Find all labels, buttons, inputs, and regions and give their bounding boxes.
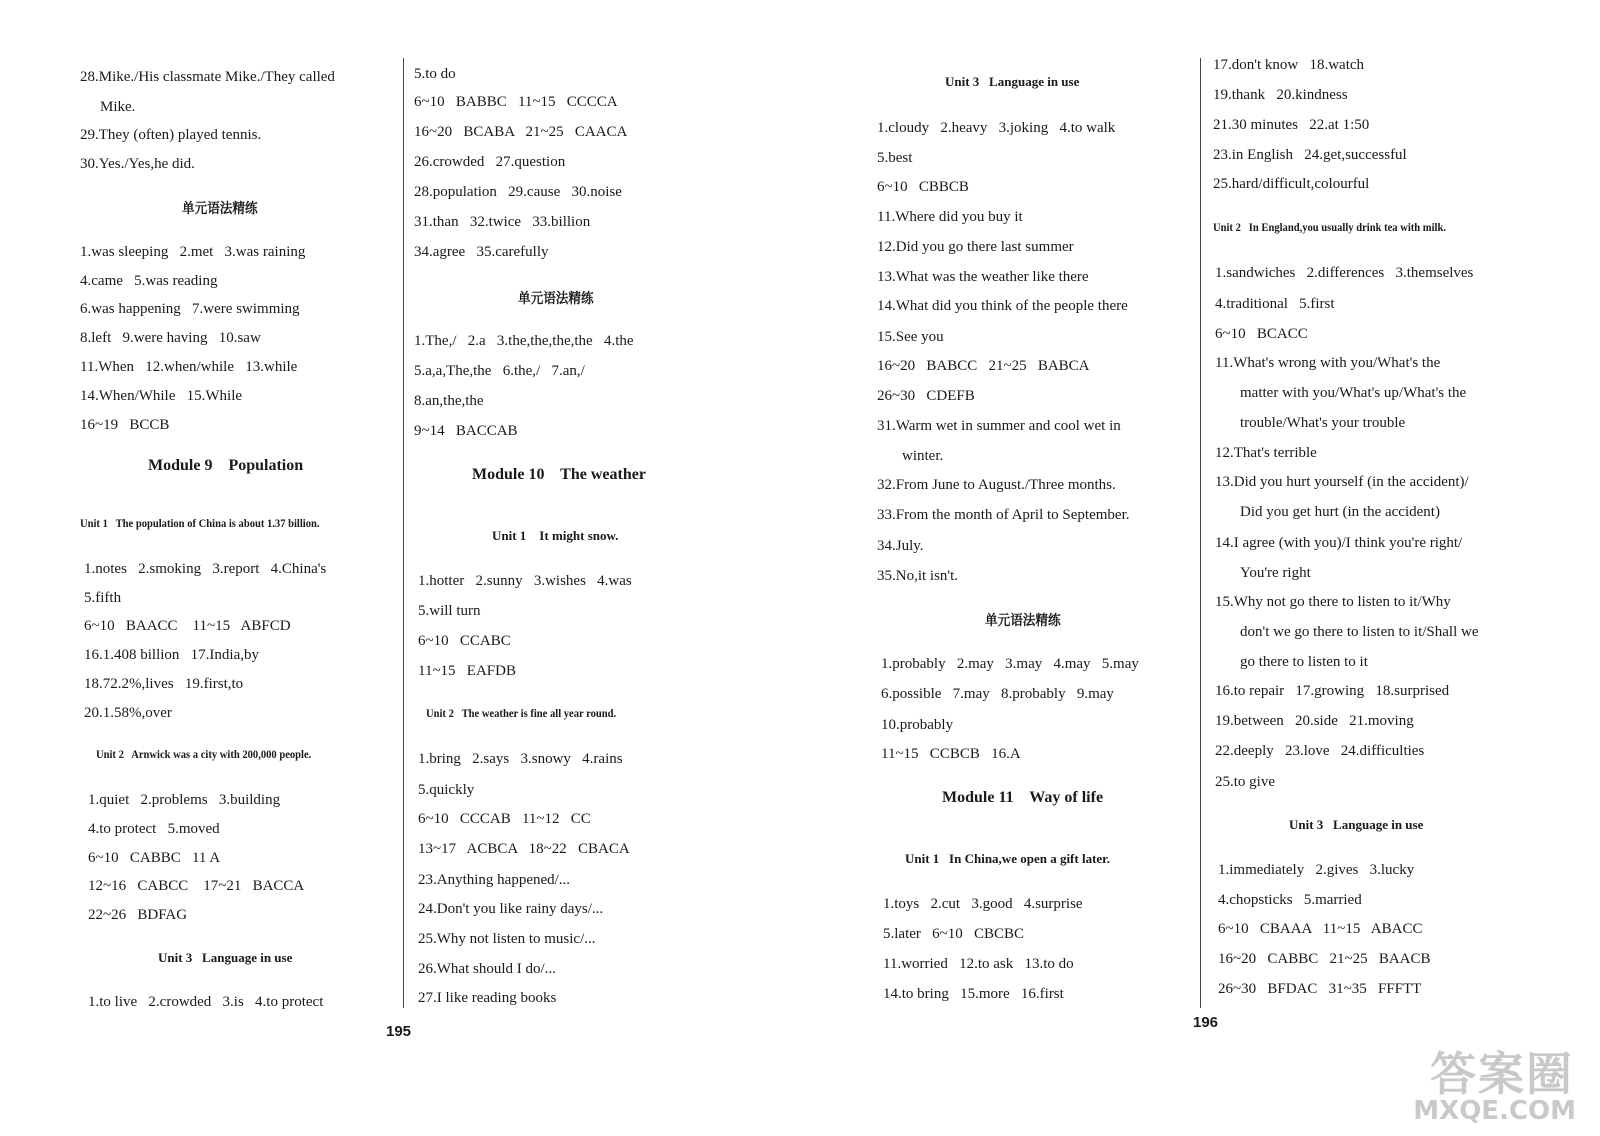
answer-line: 14.When/While 15.While [80, 388, 243, 404]
answer-line: 22~26 BDFAG [88, 907, 188, 923]
answer-line: 5.a,a,The,the 6.the,/ 7.an,/ [414, 363, 585, 379]
answer-line: go there to listen to it [1240, 654, 1368, 670]
answer-line: 34.agree 35.carefully [414, 244, 549, 260]
answer-line: 13.What was the weather like there [877, 269, 1089, 285]
answer-line: 19.between 20.side 21.moving [1215, 713, 1414, 729]
answer-line: 6.possible 7.may 8.probably 9.may [881, 686, 1114, 702]
answer-line: 16~20 BCABA 21~25 CAACA [414, 124, 628, 140]
answer-line: 17.don't know 18.watch [1213, 57, 1365, 73]
answer-line: 20.1.58%,over [84, 705, 172, 721]
answer-line: 6~10 CCCAB 11~12 CC [418, 811, 591, 827]
answer-line: 1.probably 2.may 3.may 4.may 5.may [881, 656, 1139, 672]
answer-line: Did you get hurt (in the accident) [1240, 504, 1440, 520]
page-number-left: 195 [386, 1023, 412, 1040]
answer-line: 1.to live 2.crowded 3.is 4.to protect [88, 994, 324, 1010]
answer-line: 1.notes 2.smoking 3.report 4.China's [84, 561, 327, 577]
answer-line: 12.Did you go there last summer [877, 239, 1074, 255]
answer-line: 6~10 CBBCB [877, 179, 969, 195]
section-heading: 单元语法精练 [518, 291, 594, 307]
answer-line: You're right [1240, 565, 1311, 581]
answer-line: 1.cloudy 2.heavy 3.joking 4.to walk [877, 120, 1116, 136]
answer-line: 23.Anything happened/... [418, 872, 571, 888]
answer-line: 6~10 BAACC 11~15 ABFCD [84, 618, 291, 634]
answer-line: 6~10 CCABC [418, 633, 511, 649]
answer-line: don't we go there to listen to it/Shall we [1240, 624, 1479, 640]
answer-line: 1.was sleeping 2.met 3.was raining [80, 244, 306, 260]
answer-line: 1.immediately 2.gives 3.lucky [1218, 862, 1415, 878]
answer-line: 12.That's terrible [1215, 445, 1317, 461]
answer-line: 27.I like reading books [418, 990, 557, 1006]
answer-line: 21.30 minutes 22.at 1:50 [1213, 117, 1370, 133]
answer-line: 4.came 5.was reading [80, 273, 218, 289]
answer-line: 16~19 BCCB [80, 417, 170, 433]
answer-line: Mike. [100, 99, 136, 115]
answer-line: 26.What should I do/... [418, 961, 556, 977]
answer-line: 15.See you [877, 329, 944, 345]
answer-line: 6~10 CABBC 11 A [88, 850, 221, 866]
answer-line: 34.July. [877, 538, 924, 554]
answer-line: 5.to do [414, 66, 456, 82]
page-number-right: 196 [1193, 1014, 1219, 1031]
watermark-logo [1412, 1038, 1582, 1128]
answer-line: 6~10 BCACC [1215, 326, 1308, 342]
module-title: Module 11 Way of life [942, 789, 1104, 806]
answer-line: 23.in English 24.get,successful [1213, 147, 1407, 163]
answer-line: 35.No,it isn't. [877, 568, 959, 584]
answer-line: 11.Where did you buy it [877, 209, 1023, 225]
answer-line: 4.chopsticks 5.married [1218, 892, 1362, 908]
answer-line: 11.worried 12.to ask 13.to do [883, 956, 1074, 972]
answer-line: 6~10 BABBC 11~15 CCCCA [414, 94, 618, 110]
answer-line: 31.Warm wet in summer and cool wet in [877, 418, 1121, 434]
answer-line: 30.Yes./Yes,he did. [80, 156, 195, 172]
answer-line: 16~20 BABCC 21~25 BABCA [877, 358, 1090, 374]
answer-line: 26~30 BFDAC 31~35 FFFTT [1218, 981, 1422, 997]
answer-line: 5.best [877, 150, 913, 166]
unit-title: Unit 1 The population of China is about 1.37 billion. [80, 516, 320, 530]
answer-line: 14.I agree (with you)/I think you're right/ [1215, 535, 1463, 551]
unit-title: Unit 3 Language in use [1289, 817, 1424, 832]
answer-line: 25.to give [1215, 774, 1275, 790]
answer-line: 5.quickly [418, 782, 475, 798]
answer-line: 1.bring 2.says 3.snowy 4.rains [418, 751, 623, 767]
unit-title: Unit 2 Arnwick was a city with 200,000 people. [96, 747, 312, 761]
answer-line: 4.traditional 5.first [1215, 296, 1335, 312]
unit-title: Unit 1 In China,we open a gift later. [905, 851, 1111, 866]
answer-line: 1.hotter 2.sunny 3.wishes 4.was [418, 573, 632, 589]
answer-line: 10.probably [881, 717, 954, 733]
watermark-top-text: 答案圈 [1430, 1047, 1574, 1101]
answer-line: 25.hard/difficult,colourful [1213, 176, 1370, 192]
answer-line: 31.than 32.twice 33.billion [414, 214, 591, 230]
answer-line: 19.thank 20.kindness [1213, 87, 1348, 103]
answer-line: 15.Why not go there to listen to it/Why [1215, 594, 1451, 610]
unit-title: Unit 1 It might snow. [492, 528, 619, 543]
answer-line: 13~17 ACBCA 18~22 CBACA [418, 841, 630, 857]
answer-line: 22.deeply 23.love 24.difficulties [1215, 743, 1425, 759]
section-heading: 单元语法精练 [985, 613, 1061, 629]
answer-line: 33.From the month of April to September. [877, 507, 1130, 523]
answer-line: 26~30 CDEFB [877, 388, 975, 404]
answer-line: 14.to bring 15.more 16.first [883, 986, 1064, 1002]
answer-line: 18.72.2%,lives 19.first,to [84, 676, 244, 692]
answer-line: 1.The,/ 2.a 3.the,the,the,the 4.the [414, 333, 634, 349]
answer-line: 16.to repair 17.growing 18.surprised [1215, 683, 1450, 699]
answer-line: 32.From June to August./Three months. [877, 477, 1116, 493]
unit-title: Unit 3 Language in use [945, 74, 1080, 89]
answer-line: matter with you/What's up/What's the [1240, 385, 1467, 401]
answer-line: 8.an,the,the [414, 393, 484, 409]
answer-line: 1.toys 2.cut 3.good 4.surprise [883, 896, 1083, 912]
module-title: Module 9 Population [148, 457, 304, 474]
column-divider-left [403, 58, 404, 1008]
answer-line: 6~10 CBAAA 11~15 ABACC [1218, 921, 1423, 937]
answer-line: 11~15 EAFDB [418, 663, 516, 679]
answer-line: 5.will turn [418, 603, 481, 619]
answer-line: 8.left 9.were having 10.saw [80, 330, 261, 346]
answer-line: 9~14 BACCAB [414, 423, 518, 439]
answer-line: 25.Why not listen to music/... [418, 931, 596, 947]
answer-line: trouble/What's your trouble [1240, 415, 1406, 431]
answer-line: 16~20 CABBC 21~25 BAACB [1218, 951, 1431, 967]
answer-line: 5.fifth [84, 590, 122, 606]
unit-title: Unit 2 In England,you usually drink tea with milk. [1213, 220, 1446, 234]
unit-title: Unit 3 Language in use [158, 950, 293, 965]
answer-line: 11.What's wrong with you/What's the [1215, 355, 1441, 371]
answer-line: 28.population 29.cause 30.noise [414, 184, 622, 200]
answer-line: 4.to protect 5.moved [88, 821, 220, 837]
answer-line: 14.What did you think of the people there [877, 298, 1128, 314]
answer-line: 16.1.408 billion 17.India,by [84, 647, 259, 663]
answer-line: 1.sandwiches 2.differences 3.themselves [1215, 265, 1474, 281]
module-title: Module 10 The weather [472, 466, 646, 483]
answer-line: 5.later 6~10 CBCBC [883, 926, 1025, 942]
answer-line: 24.Don't you like rainy days/... [418, 901, 604, 917]
answer-line: 11~15 CCBCB 16.A [881, 746, 1021, 762]
answer-line: 29.They (often) played tennis. [80, 127, 262, 143]
answer-line: 12~16 CABCC 17~21 BACCA [88, 878, 305, 894]
answer-line: 6.was happening 7.were swimming [80, 301, 300, 317]
watermark-bottom-text: MXQE.COM [1413, 1096, 1576, 1126]
answer-line: 13.Did you hurt yourself (in the accident)/ [1215, 474, 1469, 490]
unit-title: Unit 2 The weather is fine all year round. [426, 706, 617, 720]
column-divider-right [1200, 58, 1201, 1008]
section-heading: 单元语法精练 [182, 201, 258, 217]
answer-line: 26.crowded 27.question [414, 154, 566, 170]
answer-line: 11.When 12.when/while 13.while [80, 359, 298, 375]
answer-line: winter. [902, 448, 944, 464]
answer-line: 28.Mike./His classmate Mike./They called [80, 69, 335, 85]
answer-line: 1.quiet 2.problems 3.building [88, 792, 281, 808]
